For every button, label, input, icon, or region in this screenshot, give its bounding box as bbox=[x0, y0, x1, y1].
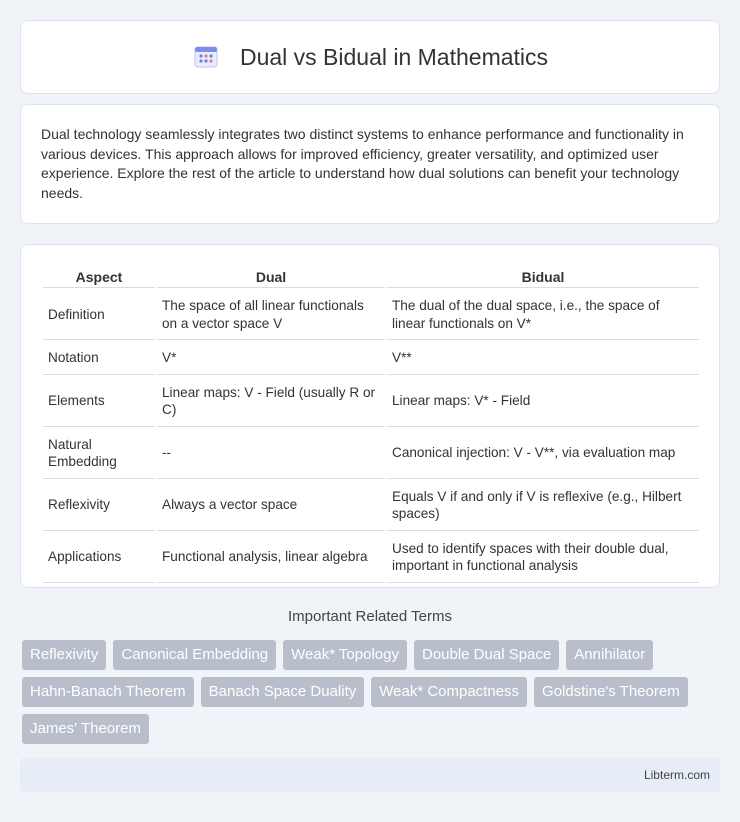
cell-aspect: Definition bbox=[43, 290, 155, 340]
cell-bidual: Equals V if and only if V is reflexive (e.g., Hilbert spaces) bbox=[387, 481, 699, 531]
table-row bbox=[43, 429, 699, 479]
cell-dual: Linear maps: V - Field (usually R or C) bbox=[157, 377, 385, 427]
cell-aspect: Reflexivity bbox=[43, 481, 155, 531]
related-terms-list bbox=[22, 640, 722, 744]
table-row bbox=[43, 377, 699, 427]
related-term-tag[interactable]: Goldstine's Theorem bbox=[534, 677, 688, 707]
related-term-tag[interactable]: Double Dual Space bbox=[414, 640, 559, 670]
footer-link[interactable]: Libterm.com bbox=[643, 768, 710, 782]
cell-bidual: Linear maps: V* - Field bbox=[387, 377, 699, 427]
header-card bbox=[20, 20, 720, 94]
related-term-tag[interactable]: Annihilator bbox=[566, 640, 653, 670]
cell-aspect: Elements bbox=[43, 377, 155, 427]
header-aspect: Aspect bbox=[43, 265, 155, 288]
related-terms-title: Important Related Terms bbox=[288, 608, 452, 625]
cell-bidual: V** bbox=[387, 342, 699, 375]
header-bidual: Bidual bbox=[387, 265, 699, 288]
related-term-tag[interactable]: Hahn-Banach Theorem bbox=[22, 677, 194, 707]
comparison-card bbox=[20, 244, 720, 588]
table-row bbox=[43, 481, 699, 531]
cell-aspect: Applications bbox=[43, 533, 155, 583]
related-term-tag[interactable]: Banach Space Duality bbox=[201, 677, 365, 707]
cell-bidual: Used to identify spaces with their double dual, important in functional analysis bbox=[387, 533, 699, 583]
cell-dual: Always a vector space bbox=[157, 481, 385, 531]
comparison-table bbox=[41, 263, 701, 585]
cell-bidual: The dual of the dual space, i.e., the space of linear functionals on V* bbox=[387, 290, 699, 340]
intro-text: Dual technology seamlessly integrates two distinct systems to enhance performance and functionality in various devices. This approach allows for improved efficiency, greater versatility, and optimized user experience. Explore the rest of the article to understand how dual solutions can benefit your technology needs. bbox=[41, 126, 684, 201]
calendar-grid-icon bbox=[192, 43, 220, 71]
cell-dual: The space of all linear functionals on a vector space V bbox=[157, 290, 385, 340]
cell-dual: -- bbox=[157, 429, 385, 479]
cell-bidual: Canonical injection: V - V**, via evaluation map bbox=[387, 429, 699, 479]
related-term-tag[interactable]: Canonical Embedding bbox=[113, 640, 276, 670]
table-header-row bbox=[43, 265, 699, 288]
table-row bbox=[43, 342, 699, 375]
cell-aspect: Natural Embedding bbox=[43, 429, 155, 479]
page-title: Dual vs Bidual in Mathematics bbox=[239, 43, 549, 70]
related-term-tag[interactable]: James' Theorem bbox=[22, 714, 149, 744]
intro-card bbox=[20, 104, 720, 224]
cell-dual: Functional analysis, linear algebra bbox=[157, 533, 385, 583]
related-term-tag[interactable]: Weak* Compactness bbox=[371, 677, 527, 707]
footer bbox=[20, 758, 720, 792]
header-dual: Dual bbox=[157, 265, 385, 288]
table-row bbox=[43, 290, 699, 340]
cell-aspect: Notation bbox=[43, 342, 155, 375]
table-row bbox=[43, 533, 699, 583]
cell-dual: V* bbox=[157, 342, 385, 375]
related-term-tag[interactable]: Weak* Topology bbox=[283, 640, 407, 670]
related-term-tag[interactable]: Reflexivity bbox=[22, 640, 106, 670]
